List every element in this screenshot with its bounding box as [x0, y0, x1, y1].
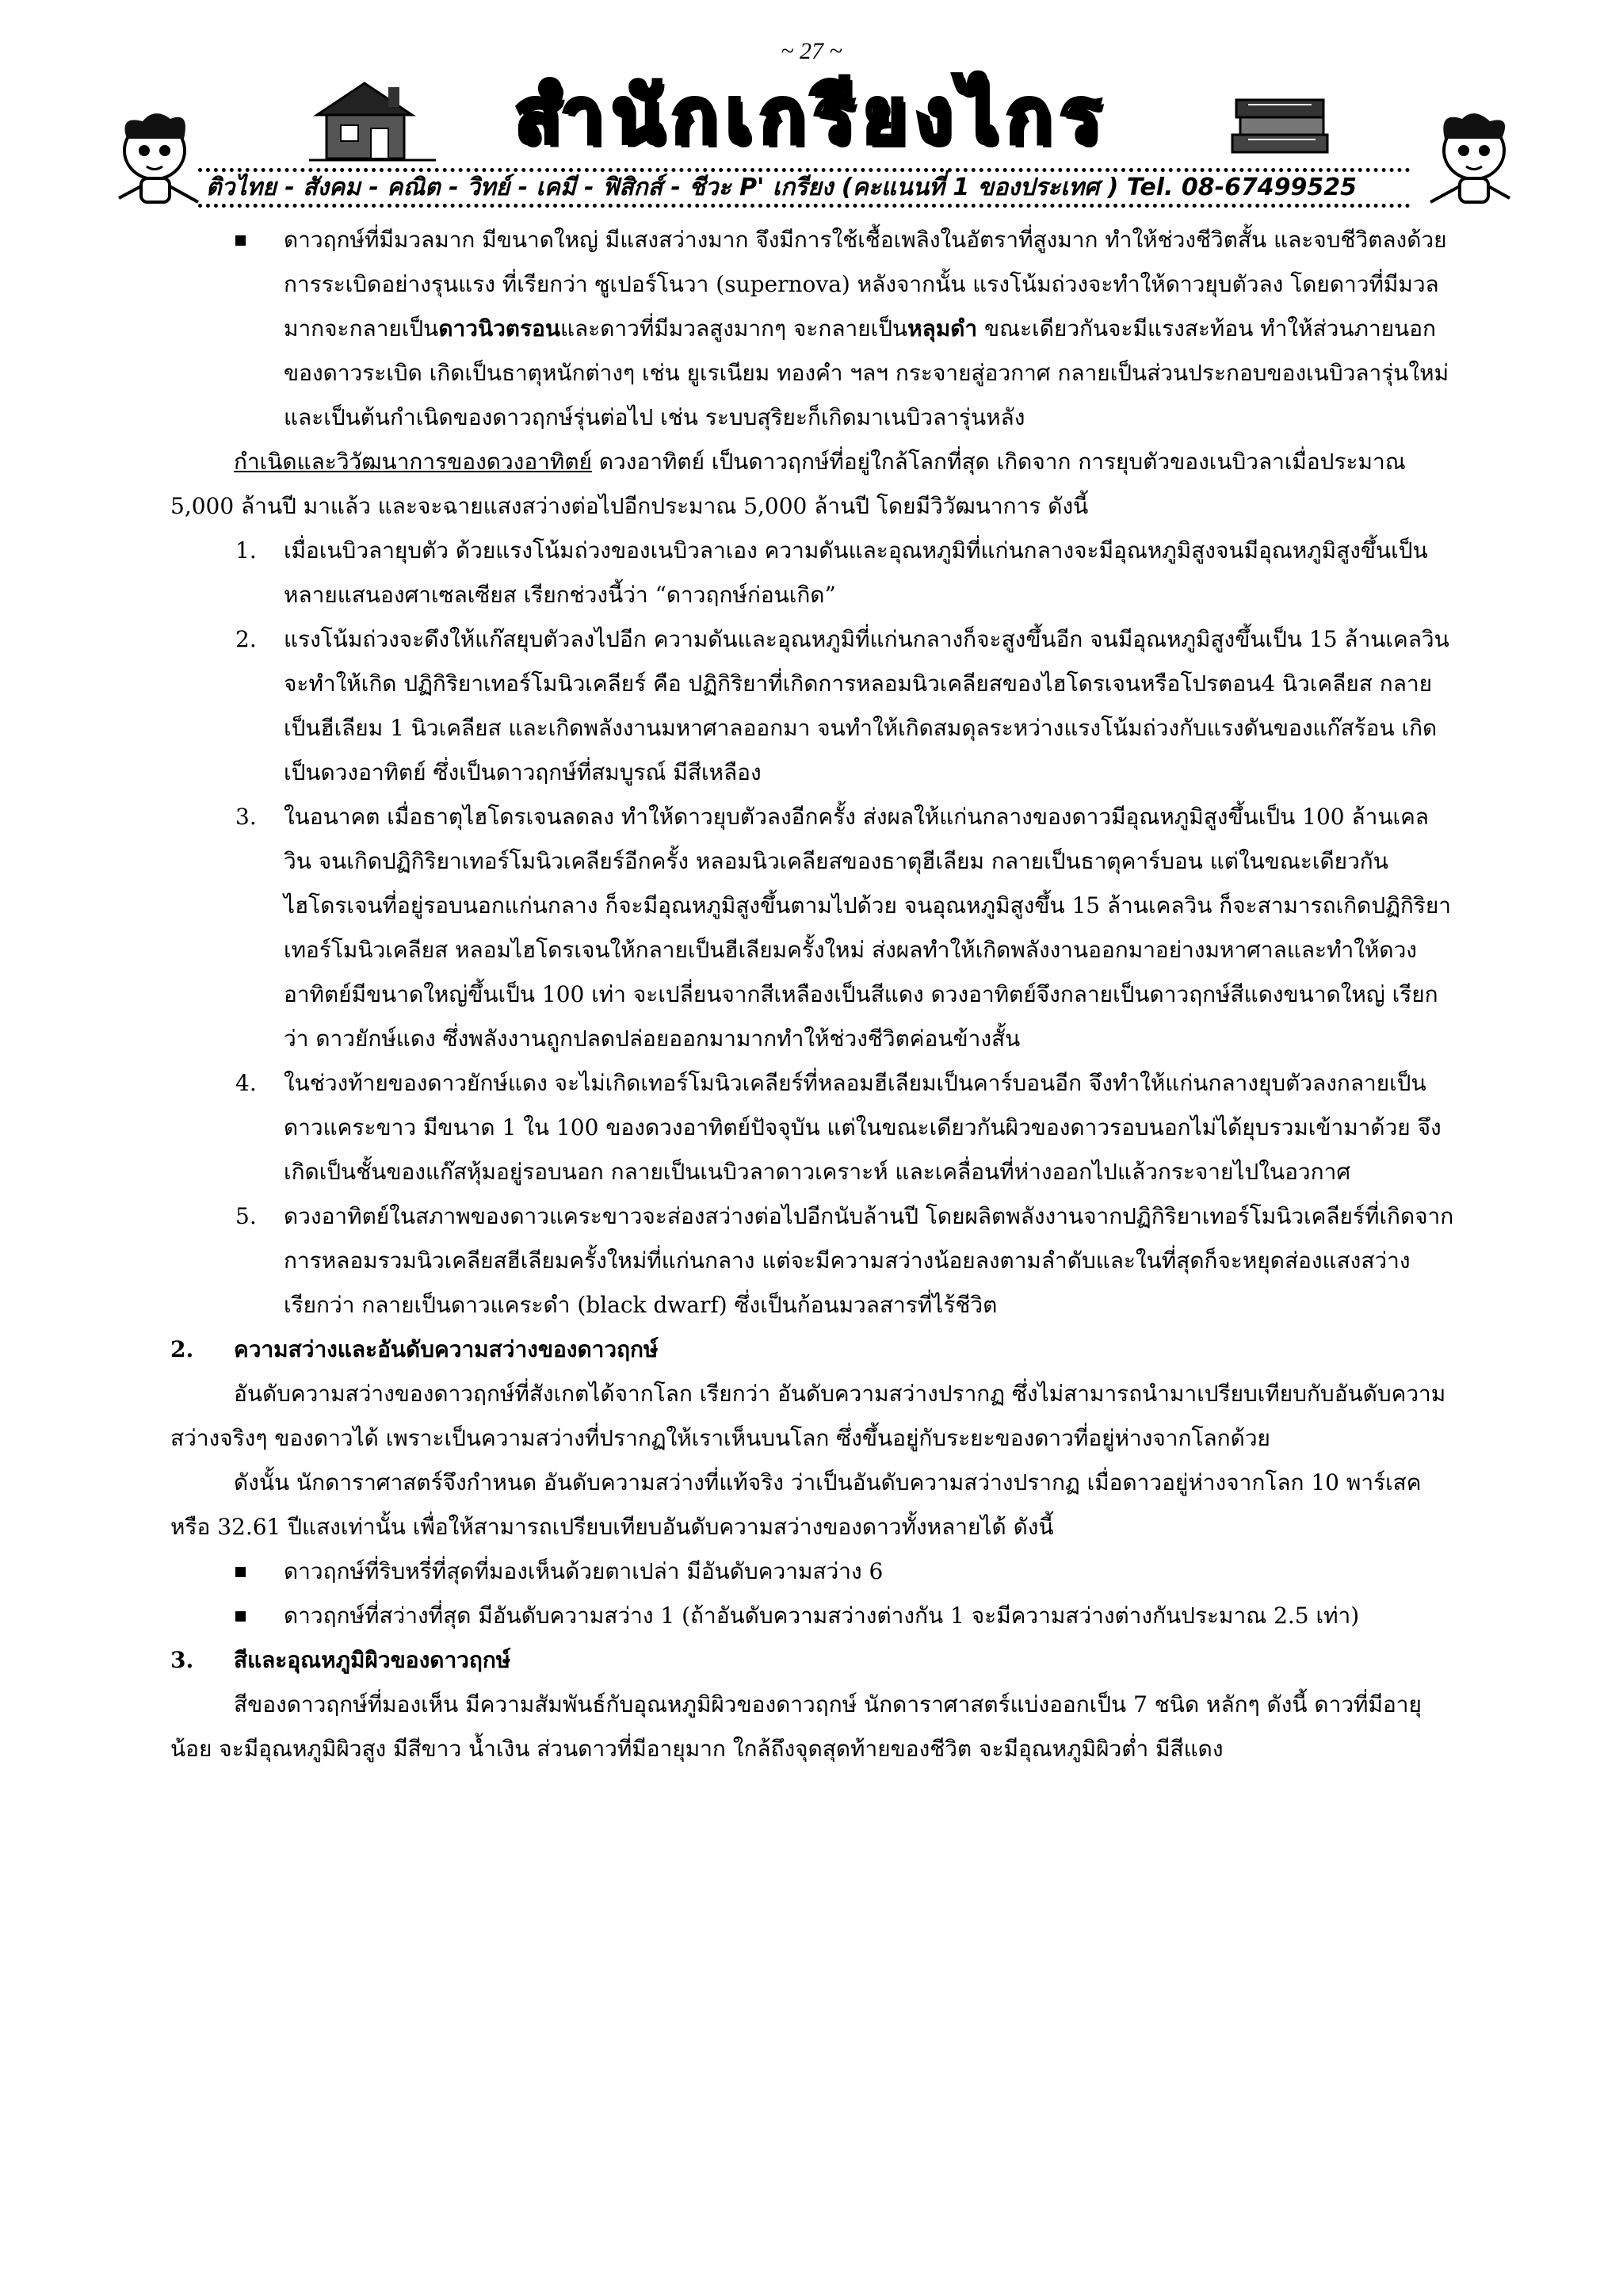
- sun-evolution-text: ดวงอาทิตย์ เป็นดาวฤกษ์ที่อยู่ใกล้โลกที่สุด เกิดจาก การยุบตัวของเนบิวลาเมื่อประมาณ 5,000 ล้านปี มาแล้ว และจะฉายแสงสว่างต่อไปอีกประมาณ 5,000 ล้านปี โดยมีวิวัฒนาการ ดังนี้: [170, 449, 1406, 519]
- tagline: ติวไทย - สังคม - คณิต - วิทย์ - เคมี - ฟิสิกส์ - ชีวะ P' เกรียง (คะแนนที่ 1 ของประเทศ ) Tel. 08-67499525: [198, 168, 1411, 208]
- paragraph: สีของดาวฤกษ์ที่มองเห็น มีความสัมพันธ์กับอุณหภูมิผิวของดาวฤกษ์ นักดาราศาสตร์แบ่งออกเป็น 7 ชนิด หลักๆ ดังนี้ ดาวที่มีอายุน้อย จะมีอุณหภูมิผิวสูง มีสีขาว น้ำเงิน ส่วนดาวที่มีอายุมาก ใกล้ถึงจุดสุดท้ายของชีวิต จะมีอุณหภูมิผิวต่ำ มีสีแดง: [170, 1691, 1422, 1762]
- bullet-text: ขณะเดียวกันจะมีแรงสะท้อน ทำให้ส่วนภายนอกของดาวระเบิด เกิดเป็นธาตุหนักต่างๆ เช่น ยูเรเนียม ทองคำ ฯลฯ กระจายสู่อวกาศ กลายเป็นส่วนประกอบของเนบิวลารุ่นใหม่ และเป็นต้นกำเนิดของดาวฤกษ์รุ่นต่อไป เช่น ระบบสุริยะก็เกิดมาเนบิวลารุ่นหลัง: [284, 315, 1449, 430]
- list-item: [170, 617, 1454, 795]
- brand-title: สำนักเกรียงไกร: [514, 71, 1109, 160]
- section-heading-color-temperature: [170, 1638, 1454, 1683]
- mascot-left-icon: [111, 107, 210, 214]
- sun-evolution-title: กำเนิดและวิวัฒนาการของดวงอาทิตย์: [234, 449, 592, 475]
- list-item-text: เมื่อเนบิวลายุบตัว ด้วยแรงโน้มถ่วงของเนบิวลาเอง ความดันและอุณหภูมิที่แก่นกลางจะมีอุณหภูมิสูงจนมีอุณหภูมิสูงขึ้นเป็นหลายแสนองศาเซลเซียส เรียกช่วงนี้ว่า “ดาวฤกษ์ก่อนเกิด”: [284, 537, 1428, 608]
- section-number: 2.: [170, 1336, 194, 1362]
- list-item-text: ในอนาคต เมื่อธาตุไฮโดรเจนลดลง ทำให้ดาวยุบตัวลงอีกครั้ง ส่งผลให้แก่นกลางของดาวมีอุณหภูมิสูงขึ้นเป็น 100 ล้านเคลวิน จนเกิดปฏิกิริยาเทอร์โมนิวเคลียร์อีกครั้ง หลอมนิวเคลียสของธาตุฮีเลียม กลายเป็นธาตุคาร์บอน แต่ในขณะเดียวกัน ไฮโดรเจนที่อยู่รอบนอกแก่นกลาง ก็จะมีอุณหภูมิสูงขึ้นตามไปด้วย จนอุณหภูมิสูงขึ้น 15 ล้านเคลวิน ก็จะสามารถเกิดปฏิกิริยาเทอร์โมนิวเคลียส หลอมไฮโดรเจนให้กลายเป็นฮีเลียมครั้งใหม่ ส่งผลทำให้เกิดพลังงานออกมาอย่างมหาศาลและทำให้ดวงอาทิตย์มีขนาดใหญ่ขึ้นเป็น 100 เท่า จะเปลี่ยนจากสีเหลืองเป็นสีแดง ดวงอาทิตย์จึงกลายเป็นดาวฤกษ์สีแดงขนาดใหญ่ เรียกว่า ดาวยักษ์แดง ซึ่งพลังงานถูกปลดปล่อยออกมามากทำให้ช่วงชีวิตค่อนข้างสั้น: [284, 804, 1452, 1052]
- list-number: 3.: [235, 804, 257, 830]
- list-number: 5.: [235, 1203, 257, 1229]
- books-icon: [1224, 89, 1335, 160]
- list-item: [170, 1061, 1454, 1194]
- bullet-text: ดาวฤกษ์ที่มีมวลมาก มีขนาดใหญ่ มีแสงสว่างมาก จึงมีการใช้เชื้อเพลิงในอัตราที่สูงมาก ทำให้ช่วงชีวิตสั้น และจบชีวิตลงด้วยการระเบิดอย่างรุนแรง ที่เรียกว่า ซูเปอร์โนวา (supernova) หลังจากนั้น แรงโน้มถ่วงจะทำให้ดาวยุบตัวลง โดยดาวที่มีมวลมากจะกลายเป็น: [284, 227, 1447, 342]
- list-item: [170, 795, 1454, 1061]
- section-title: สีและอุณหภูมิผิวของดาวฤกษ์: [234, 1647, 511, 1673]
- list-item-text: ในช่วงท้ายของดาวยักษ์แดง จะไม่เกิดเทอร์โมนิวเคลียร์ที่หลอมฮีเลียมเป็นคาร์บอนอีก จึงทำให้แก่นกลางยุบตัวลงกลายเป็นดาวแคระขาว มีขนาด 1 ใน 100 ของดวงอาทิตย์ปัจจุบัน แต่ในขณะเดียวกันผิวของดาวรอบนอกไม่ได้ยุบรวมเข้ามาด้วย จึงเกิดเป็นชั้นของแก๊สหุ้มอยู่รอบนอก กลายเป็นเนบิวลาดาวเคราะห์ และเคลื่อนที่ห่างออกไปแล้วกระจายไปในอวกาศ: [284, 1070, 1442, 1185]
- paragraph: อันดับความสว่างของดาวฤกษ์ที่สังเกตได้จากโลก เรียกว่า อันดับความสว่างปรากฏ ซึ่งไม่สามารถนำมาเปรียบเทียบกับอันดับความสว่างจริงๆ ของดาวได้ เพราะเป็นความสว่างที่ปรากฏให้เราเห็นบนโลก ซึ่งขึ้นอยู่กับระยะของดาวที่อยู่ห่างจากโลกด้วย: [170, 1381, 1446, 1451]
- list-number: 1.: [235, 537, 257, 563]
- list-number: 4.: [235, 1070, 257, 1096]
- page-number: ~ 27 ~: [781, 38, 842, 64]
- list-item: [170, 529, 1454, 617]
- bullet-item: ดาวฤกษ์ที่สว่างที่สุด มีอันดับความสว่าง 1 (ถ้าอันดับความสว่างต่างกัน 1 จะมีความสว่างต่างกันประมาณ 2.5 เท่า): [170, 1594, 1454, 1638]
- bullet-massive-stars: [170, 218, 1454, 440]
- bullet-text: และดาวที่มีมวลสูงมากๆ จะกลายเป็น: [559, 315, 908, 342]
- mascot-right-icon: [1419, 107, 1518, 214]
- paragraph: ดังนั้น นักดาราศาสตร์จึงกำหนด อันดับความสว่างที่แท้จริง ว่าเป็นอันดับความสว่างปรากฏ เมื่อดาวอยู่ห่างจากโลก 10 พาร์เสค หรือ 32.61 ปีแสงเท่านั้น เพื่อให้สามารถเปรียบเทียบอันดับความสว่างของดาวทั้งหลายได้ ดังนี้: [170, 1469, 1422, 1540]
- list-item-text: ดวงอาทิตย์ในสภาพของดาวแคระขาวจะส่องสว่างต่อไปอีกนับล้านปี โดยผลิตพลังงานจากปฏิกิริยาเทอร์โมนิวเคลียร์ที่เกิดจากการหลอมรวมนิวเคลียสฮีเลียมครั้งใหม่ที่แก่นกลาง แต่จะมีความสว่างน้อยลงตามลำดับและในที่สุดก็จะหยุดส่องแสงสว่าง เรียกว่า กลายเป็นดาวแคระดำ (black dwarf) ซึ่งเป็นก้อนมวลสารที่ไร้ชีวิต: [284, 1203, 1454, 1318]
- bullet-item: ดาวฤกษ์ที่ริบหรี่ที่สุดที่มองเห็นด้วยตาเปล่า มีอันดับความสว่าง 6: [170, 1549, 1454, 1594]
- list-item-text: แรงโน้มถ่วงจะดึงให้แก๊สยุบตัวลงไปอีก ความดันและอุณหภูมิที่แก่นกลางก็จะสูงขึ้นอีก จนมีอุณหภูมิสูงขึ้นเป็น 15 ล้านเคลวิน จะทำให้เกิด ปฏิกิริยาเทอร์โมนิวเคลียร์ คือ ปฏิกิริยาที่เกิดการหลอมนิวเคลียสของไฮโดรเจนหรือโปรตอน4 นิวเคลียส กลายเป็นฮีเลียม 1 นิวเคลียส และเกิดพลังงานมหาศาลออกมา จนทำให้เกิดสมดุลระหว่างแรงโน้มถ่วงกับแรงดันของแก๊สร้อน เกิดเป็นดวงอาทิตย์ ซึ่งเป็นดาวฤกษ์ที่สมบูรณ์ มีสีเหลือง: [284, 626, 1449, 785]
- bold-term-neutron-star: ดาวนิวตรอน: [438, 315, 560, 342]
- sun-evolution-intro: [170, 440, 1454, 529]
- section-heading-brightness: [170, 1328, 1454, 1372]
- list-number: 2.: [235, 626, 257, 652]
- section-title: ความสว่างและอันดับความสว่างของดาวฤกษ์: [234, 1336, 659, 1362]
- list-item: [170, 1194, 1454, 1328]
- section-number: 3.: [170, 1647, 194, 1673]
- bold-term-black-hole: หลุมดำ: [907, 315, 978, 342]
- document-body: [170, 218, 1454, 1771]
